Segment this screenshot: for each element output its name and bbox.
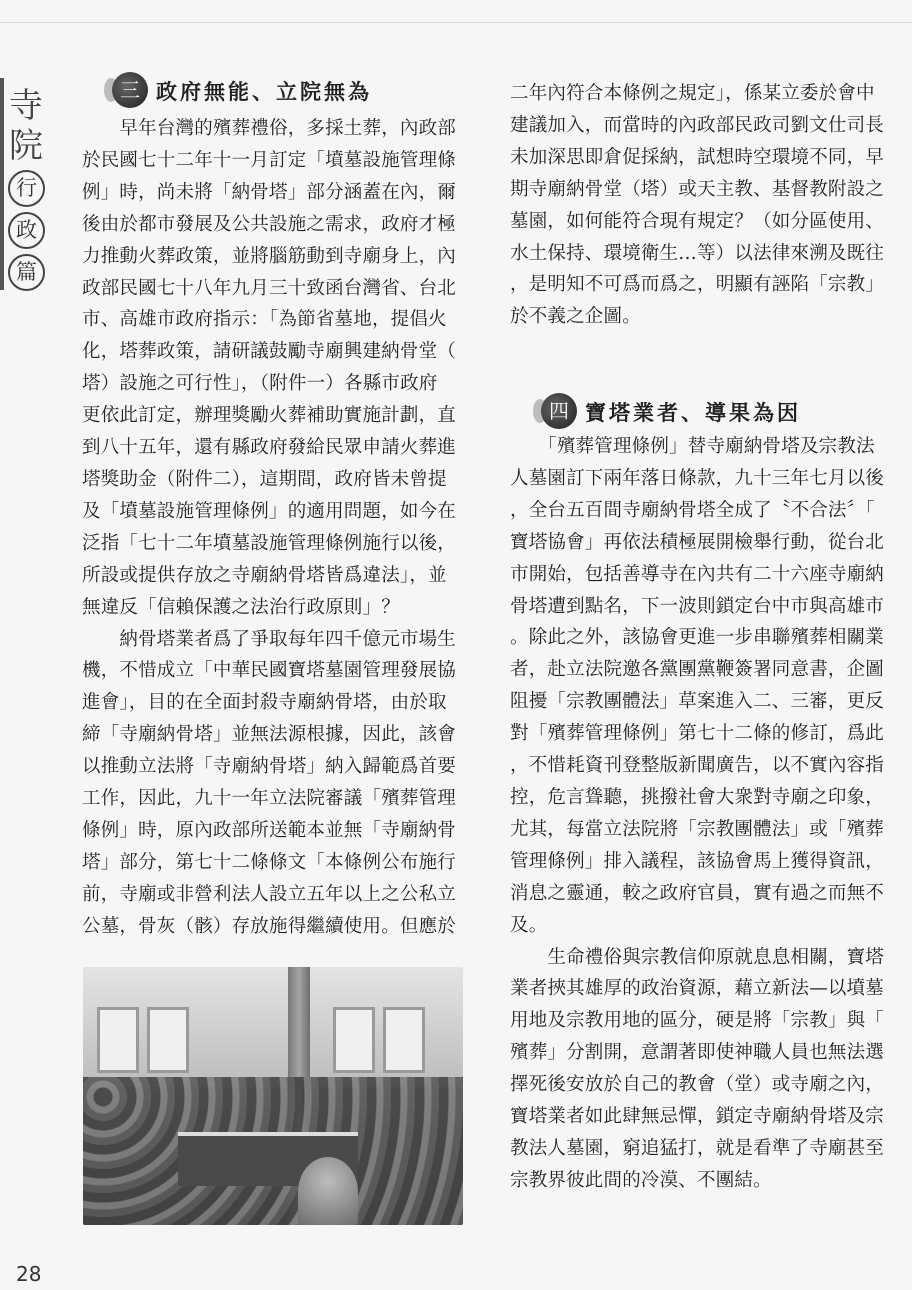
photo-window	[383, 1007, 425, 1073]
text-line: ，不惜耗資刊登整版新聞廣告，以不實內容指	[510, 755, 885, 777]
section-3-badge: 三	[112, 72, 148, 108]
text-line: 。除此之外，該協會更進一步串聯殯葬相關業	[510, 627, 885, 649]
text-line: 期寺廟納骨堂（塔）或天主教、基督教附設之	[510, 178, 885, 200]
photo-window	[97, 1007, 139, 1073]
page-number: 28	[16, 1262, 42, 1286]
text-line: 例」時，尚未將「納骨塔」部分涵蓋在內，爾	[82, 181, 457, 203]
sidebar-circle-2: 政	[8, 212, 45, 249]
text-line: 機，不惜成立「中華民國寶塔墓園管理發展協	[82, 660, 457, 682]
section-4-heading	[541, 393, 871, 429]
text-line: ，全台五百間寺廟納骨塔全成了〝不合法〞「	[510, 499, 875, 521]
photo-monk-head	[298, 1157, 358, 1225]
text-line: 及「墳墓設施管理條例」的適用問題，如今在	[82, 500, 457, 522]
meeting-photo	[83, 967, 463, 1225]
text-line: 前，寺廟或非營利法人設立五年以上之公私立	[82, 883, 457, 905]
text-line: ，是明知不可爲而爲之，明顯有誣陷「宗教」	[510, 274, 885, 296]
text-line: 於民國七十二年十一月訂定「墳墓設施管理條	[82, 149, 457, 171]
text-line: 對「殯葬管理條例」第七十二條的修訂，爲此	[510, 723, 885, 745]
text-line: 建議加入，而當時的內政部民政司劉文仕司長	[510, 114, 885, 136]
text-line: 政部民國七十八年九月三十致函台灣省、台北	[82, 277, 457, 299]
text-line: 擇死後安放於自己的教會（堂）或寺廟之內，	[510, 1074, 885, 1096]
text-line: 管理條例」排入議程，該協會馬上獲得資訊，	[510, 850, 885, 872]
text-line: 寶塔業者如此肆無忌憚，鎖定寺廟納骨塔及宗	[510, 1106, 885, 1128]
text-line: 塔」部分，第七十二條條文「本條例公布施行	[82, 851, 457, 873]
sidebar-title: 寺院	[9, 86, 43, 166]
text-line: 力推動火葬政策，並將腦筋動到寺廟身上，內	[82, 245, 457, 267]
section-4-badge: 四	[541, 393, 577, 429]
text-line: 水土保持、環境衛生…等）以法律來溯及既往	[510, 242, 885, 264]
section-3-title: 政府無能、立院無為	[156, 80, 372, 104]
text-line: 以推動立法將「寺廟納骨塔」納入歸範爲首要	[82, 756, 457, 778]
text-line: 墓園，如何能符合現有規定？（如分區使用、	[510, 210, 885, 232]
text-line: 者，赴立法院邀各黨團黨鞭簽署同意書，企圖	[510, 659, 885, 681]
text-line: 納骨塔業者爲了爭取每年四千億元市場生	[82, 628, 457, 650]
sidebar-circle-1: 行	[8, 170, 45, 207]
text-line: 骨塔遭到點名，下一波則鎖定台中市與高雄市	[510, 595, 885, 617]
text-line: 早年台灣的殯葬禮俗，多採土葬，內政部	[82, 118, 457, 139]
photo-window	[333, 1007, 375, 1073]
text-line: 無違反「信賴保護之法治行政原則」？	[82, 596, 400, 618]
text-line: 公墓，骨灰（骸）存放施得繼續使用。但應於	[82, 915, 457, 937]
section-3-heading	[112, 72, 472, 108]
text-line: 未加深思即倉促採納，試想時空環境不同，早	[510, 146, 885, 168]
text-line: 阻擾「宗教團體法」草案進入二、三審，更反	[510, 691, 885, 713]
text-line: 市開始，包括善導寺在內共有二十六座寺廟納	[510, 563, 885, 585]
text-line: 業者挾其雄厚的政治資源，藉立新法—以墳墓	[510, 978, 885, 1000]
text-line: 所設或提供存放之寺廟納骨塔皆爲違法」，並	[82, 564, 447, 586]
text-line: 寶塔協會」再依法積極展開檢舉行動，從台北	[510, 531, 885, 553]
right-column-bottom	[510, 431, 890, 1197]
text-line: 教法人墓園，窮追猛打，就是看準了寺廟甚至	[510, 1137, 885, 1159]
text-line: 於不義之企圖。	[510, 306, 641, 328]
text-line: 進會」，目的在全面封殺寺廟納骨塔，由於取	[82, 692, 447, 714]
text-line: 條例」時，原內政部所送範本並無「寺廟納骨	[82, 819, 457, 841]
text-line: 及。	[510, 914, 548, 936]
text-line: 更依此訂定，辦理獎勵火葬補助實施計劃，直	[82, 405, 457, 427]
text-line: 市、高雄市政府指示：「為節省墓地，提倡火	[82, 309, 447, 331]
text-line: 用地及宗教用地的區分，硬是將「宗教」與「	[510, 1010, 885, 1032]
text-line: 泛指「七十二年墳墓設施管理條例施行以後，	[82, 532, 457, 554]
top-rule	[0, 22, 912, 23]
left-column	[82, 113, 462, 943]
sidebar-circles	[6, 170, 46, 296]
text-line: 後由於都市發展及公共設施之需求，政府才極	[82, 213, 457, 235]
text-line: 塔）設施之可行性」，（附件一）各縣市政府	[82, 373, 438, 395]
text-line: 殯葬」分割開，意謂著即使神職人員也無法選	[510, 1042, 885, 1064]
text-line: 「殯葬管理條例」替寺廟納骨塔及宗教法	[510, 436, 875, 457]
photo-window	[147, 1007, 189, 1073]
text-line: 生命禮俗與宗教信仰原就息息相關，寶塔	[510, 946, 885, 968]
text-line: 工作，因此，九十一年立法院審議「殯葬管理	[82, 788, 457, 810]
text-line: 人墓園訂下兩年落日條款，九十三年七月以後	[510, 467, 885, 489]
text-line: 二年內符合本條例之規定」，係某立委於會中	[510, 83, 875, 104]
text-line: 締「寺廟納骨塔」並無法源根據，因此，該會	[82, 724, 457, 746]
text-line: 化，塔葬政策，請研議鼓勵寺廟興建納骨堂（	[82, 341, 457, 363]
text-line: 宗教界彼此間的冷漠、不團結。	[510, 1169, 772, 1191]
text-line: 消息之靈通，較之政府官員，實有過之而無不	[510, 882, 885, 904]
text-line: 塔獎助金（附件二），這期間，政府皆未曾提	[82, 468, 447, 490]
text-line: 控，危言聳聽，挑撥社會大衆對寺廟之印象，	[510, 786, 885, 808]
text-line: 到八十五年，還有縣政府發給民眾申請火葬進	[82, 437, 457, 459]
section-4-title: 寶塔業者、導果為因	[585, 401, 801, 425]
right-column-top	[510, 78, 890, 333]
sidebar-circle-3: 篇	[8, 254, 45, 291]
text-line: 尤其，每當立法院將「宗教團體法」或「殯葬	[510, 818, 885, 840]
